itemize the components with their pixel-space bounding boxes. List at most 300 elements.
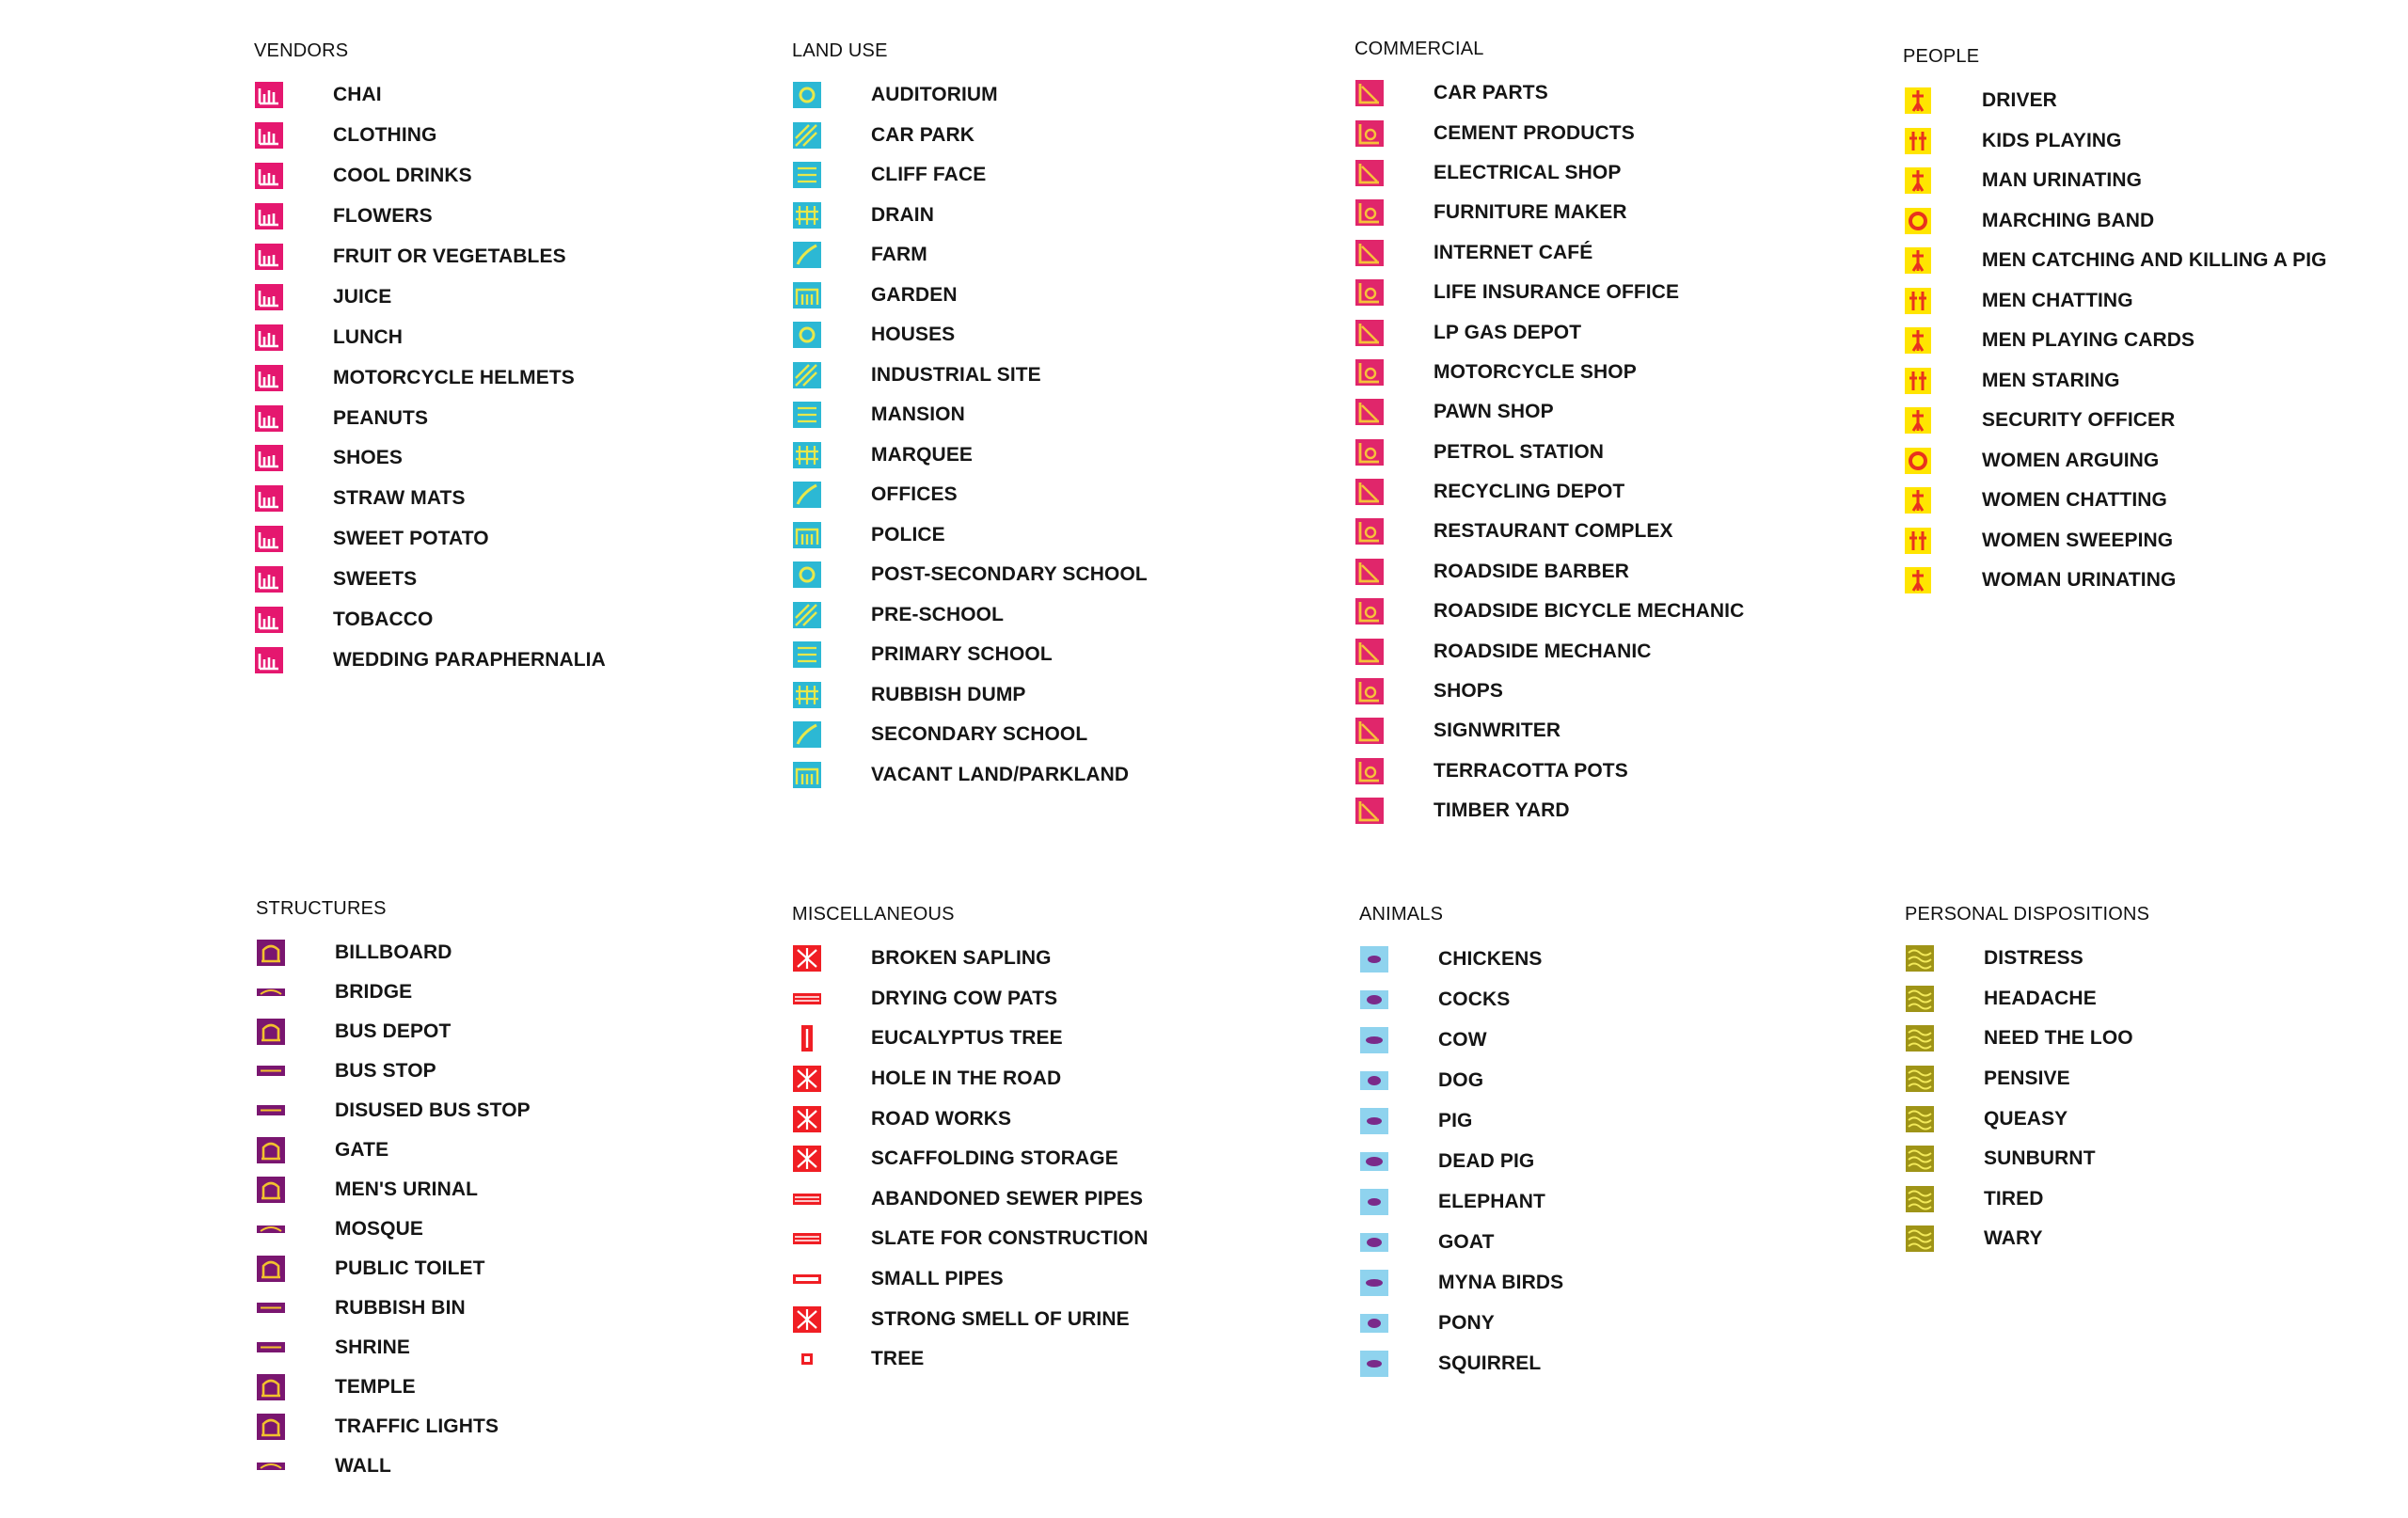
legend-item [792,1059,1149,1099]
legend-item [254,357,606,398]
legend-item [1905,1179,2149,1220]
legend-item [254,600,606,640]
legend-item-label: STRAW MATS [333,487,466,510]
legend-item-label: SUNBURNT [1984,1147,2096,1170]
commercial-symbol-icon [1354,517,1385,546]
vendors-symbol-icon [254,202,284,230]
legend-item-label: SHOPS [1434,680,1504,703]
legend-item-label: STRONG SMELL OF URINE [871,1307,1130,1330]
land-use-symbol-icon [792,81,822,109]
legend-item [1354,711,1744,751]
legend-item [1354,233,1744,273]
legend-item-label: POLICE [871,523,945,546]
miscellaneous-symbol-icon [792,944,822,972]
animals-symbol-icon [1359,1107,1389,1135]
legend-item-label: CAR PARTS [1434,82,1548,104]
legend-item [1359,1181,1563,1222]
legend-item-label: MEN CATCHING AND KILLING A PIG [1982,249,2327,272]
legend-item [792,435,1148,476]
legend-item-label: LP GAS DEPOT [1434,321,1582,343]
legend-item-label: GARDEN [871,283,958,306]
legend-item-label: RESTAURANT COMPLEX [1434,520,1673,543]
legend-item-label: PRIMARY SCHOOL [871,643,1053,666]
personal-dispositions-symbol-icon [1905,944,1935,972]
legend-item-label: ROADSIDE BICYCLE MECHANIC [1434,600,1745,623]
people-symbol-icon [1903,287,1933,315]
structures-symbol-icon [256,1294,286,1322]
legend-items [1354,73,1744,830]
legend-item-label: MEN STARING [1982,369,2120,391]
legend-item-label: DEAD PIG [1438,1149,1535,1172]
legend-item [792,1139,1149,1179]
vendors-symbol-icon [254,606,284,634]
land-use-symbol-icon [792,161,822,189]
legend-item-label: TERRACOTTA POTS [1434,759,1628,782]
legend-item-label: TEMPLE [335,1376,416,1398]
commercial-symbol-icon [1354,677,1385,705]
people-symbol-icon [1903,127,1933,155]
legend-item [792,979,1149,1020]
legend-item-label: FURNITURE MAKER [1434,201,1627,224]
commercial-symbol-icon [1354,597,1385,625]
vendors-symbol-icon [254,162,284,190]
legend-item-label: LUNCH [333,325,403,348]
legend-item [792,1019,1149,1059]
personal-dispositions-symbol-icon [1905,1065,1935,1093]
legend-item-label: RECYCLING DEPOT [1434,481,1625,503]
legend-section-structures [256,897,531,1486]
land-use-symbol-icon [792,401,822,429]
land-use-symbol-icon [792,121,822,150]
legend-item-label: TOBACCO [333,609,434,631]
legend-items [792,939,1149,1380]
legend-item-label: HEADACHE [1984,987,2097,1009]
legend-item-label: WEDDING PARAPHERNALIA [333,648,606,671]
animals-symbol-icon [1359,1067,1389,1095]
legend-item-label: NEED THE LOO [1984,1027,2133,1050]
legend-item [256,1170,531,1210]
structures-symbol-icon [256,1373,286,1401]
legend-item [254,479,606,519]
people-symbol-icon [1903,166,1933,195]
land-use-symbol-icon [792,681,822,709]
legend-item-label: VACANT LAND/PARKLAND [871,763,1130,785]
legend-item [1354,592,1744,631]
section-title: VENDORS [254,40,349,61]
commercial-symbol-icon [1354,638,1385,666]
legend-section-vendors [254,40,606,680]
miscellaneous-symbol-icon [792,1305,822,1334]
legend-item-label: LIFE INSURANCE OFFICE [1434,281,1680,304]
legend-item-label: PUBLIC TOILET [335,1257,485,1279]
section-title: ANIMALS [1359,904,1444,925]
legend-item-label: GOAT [1438,1230,1495,1253]
section-title: PEOPLE [1903,46,1980,67]
legend-item-label: CLOTHING [333,124,437,147]
miscellaneous-symbol-icon [792,1185,822,1213]
legend-item [256,1447,531,1486]
legend-item [1905,1059,2149,1099]
legend-item [256,1368,531,1407]
legend-item-label: WOMEN SWEEPING [1982,529,2174,551]
legend-item [254,560,606,600]
commercial-symbol-icon [1354,438,1385,466]
people-symbol-icon [1903,566,1933,594]
vendors-symbol-icon [254,364,284,392]
section-title: PERSONAL DISPOSITIONS [1905,904,2150,925]
legend-items [1903,81,2327,601]
structures-symbol-icon [256,1097,286,1125]
legend-item-label: JUICE [333,285,392,308]
vendors-symbol-icon [254,565,284,593]
legend-section-personal-dispositions [1905,903,2149,1259]
legend-item [792,395,1148,435]
section-title: STRUCTURES [256,898,387,919]
legend-items [792,75,1148,795]
legend-item [256,933,531,972]
legend-item [792,196,1148,236]
land-use-symbol-icon [792,281,822,309]
legend-item [254,156,606,197]
commercial-symbol-icon [1354,398,1385,426]
legend-item [1354,193,1744,232]
legend-item [1354,552,1744,592]
legend-item-label: TREE [871,1348,925,1370]
legend-item [1905,1019,2149,1059]
miscellaneous-symbol-icon [792,1024,822,1052]
legend-item [792,155,1148,196]
legend-item-label: WALL [335,1455,391,1477]
legend-item-label: MAN URINATING [1982,169,2143,192]
structures-symbol-icon [256,1176,286,1204]
legend-item [256,972,531,1012]
structures-symbol-icon [256,1057,286,1085]
legend-item-label: ELEPHANT [1438,1190,1545,1212]
legend-item [1354,791,1744,830]
animals-symbol-icon [1359,986,1389,1014]
legend-item-label: PRE-SCHOOL [871,603,1005,625]
legend-item-label: WOMEN CHATTING [1982,489,2167,512]
section-title: MISCELLANEOUS [792,904,955,925]
legend-item [792,675,1148,716]
legend-item-label: PEANUTS [333,406,429,429]
structures-symbol-icon [256,1136,286,1164]
land-use-symbol-icon [792,561,822,589]
legend-item-label: PENSIVE [1984,1067,2070,1090]
legend-item-label: MOTORCYCLE HELMETS [333,366,575,388]
legend-item-label: BILLBOARD [335,941,452,963]
legend-item [254,75,606,116]
legend-item [792,715,1148,755]
structures-symbol-icon [256,1215,286,1243]
people-symbol-icon [1903,367,1933,395]
legend-item [256,1249,531,1289]
people-symbol-icon [1903,87,1933,115]
legend-item [254,237,606,277]
legend-item [254,640,606,680]
legend-item [1354,353,1744,392]
legend-item-label: BROKEN SAPLING [871,947,1052,970]
section-title: LAND USE [792,40,888,61]
legend-item [1903,241,2327,281]
legend-item-label: SWEETS [333,568,418,591]
vendors-symbol-icon [254,404,284,433]
legend-item-label: DISTRESS [1984,947,2083,970]
legend-item [792,595,1148,636]
legend-items [1905,939,2149,1259]
miscellaneous-symbol-icon [792,1265,822,1293]
legend-item [256,1052,531,1091]
legend-item [792,1339,1149,1380]
legend-item-label: ABANDONED SEWER PIPES [871,1187,1144,1210]
legend-item [1905,1139,2149,1179]
vendors-symbol-icon [254,324,284,352]
legend-item [1354,153,1744,193]
legend-item [1903,401,2327,441]
legend-item-label: MEN CHATTING [1982,289,2133,311]
legend-item [1359,1222,1563,1262]
legend-item-label: ROADSIDE MECHANIC [1434,640,1652,662]
legend-item [1903,521,2327,561]
legend-item [1359,1262,1563,1303]
legend-item-label: POST-SECONDARY SCHOOL [871,563,1148,586]
legend-item [1359,979,1563,1020]
commercial-symbol-icon [1354,239,1385,267]
commercial-symbol-icon [1354,119,1385,148]
land-use-symbol-icon [792,201,822,229]
legend-item-label: CHAI [333,84,382,106]
legend-item [1354,73,1744,113]
vendors-symbol-icon [254,525,284,553]
miscellaneous-symbol-icon [792,1225,822,1253]
legend-item-label: COW [1438,1028,1487,1051]
legend-item [792,1259,1149,1300]
legend-item-label: ROADSIDE BARBER [1434,560,1630,582]
legend-item [792,939,1149,979]
legend-item [1903,281,2327,322]
land-use-symbol-icon [792,720,822,749]
legend-item [1903,321,2327,361]
commercial-symbol-icon [1354,198,1385,227]
land-use-symbol-icon [792,441,822,469]
legend-item-label: FRUIT OR VEGETABLES [333,245,566,267]
animals-symbol-icon [1359,1228,1389,1257]
legend-item-label: MEN'S URINAL [335,1178,479,1200]
legend-item [792,1099,1149,1139]
legend-item [1354,433,1744,472]
legend-item-label: HOUSES [871,324,956,346]
land-use-symbol-icon [792,481,822,509]
legend-item-label: ROAD WORKS [871,1107,1012,1130]
legend-item-label: PIG [1438,1109,1473,1131]
legend-item [792,276,1148,316]
structures-symbol-icon [256,1334,286,1362]
legend-item [792,1219,1149,1259]
legend-item-label: CAR PARK [871,123,975,146]
people-symbol-icon [1903,246,1933,275]
legend-item-label: KIDS PLAYING [1982,129,2122,151]
legend-item-label: HOLE IN THE ROAD [871,1067,1062,1090]
structures-symbol-icon [256,978,286,1006]
legend-item-label: CHICKENS [1438,947,1543,970]
legend-item [1354,392,1744,432]
commercial-symbol-icon [1354,717,1385,745]
legend-item [792,356,1148,396]
legend-item-label: BUS DEPOT [335,1020,452,1042]
legend-item-label: WOMEN ARGUING [1982,449,2160,471]
vendors-symbol-icon [254,444,284,472]
legend-item [1359,1060,1563,1100]
legend-item-label: FLOWERS [333,205,433,228]
legend-item-label: MOSQUE [335,1218,423,1240]
legend-item-label: SLATE FOR CONSTRUCTION [871,1227,1149,1250]
legend-item [1359,1141,1563,1181]
legend-item-label: RUBBISH BIN [335,1297,466,1319]
structures-symbol-icon [256,1018,286,1046]
miscellaneous-symbol-icon [792,1105,822,1133]
legend-item [1903,441,2327,482]
vendors-symbol-icon [254,81,284,109]
legend-section-animals [1359,903,1563,1384]
personal-dispositions-symbol-icon [1905,1225,1935,1253]
animals-symbol-icon [1359,945,1389,973]
legend-item-label: MYNA BIRDS [1438,1271,1564,1293]
legend-item [256,1131,531,1170]
legend-item-label: PONY [1438,1311,1495,1334]
animals-symbol-icon [1359,1188,1389,1216]
land-use-symbol-icon [792,321,822,349]
miscellaneous-symbol-icon [792,1145,822,1173]
legend-item-label: DRIVER [1982,89,2057,112]
legend-item [792,1179,1149,1220]
people-symbol-icon [1903,486,1933,514]
legend-item-label: FARM [871,244,927,266]
personal-dispositions-symbol-icon [1905,985,1935,1013]
legend-item-label: SECONDARY SCHOOL [871,723,1088,746]
legend-item-label: SIGNWRITER [1434,719,1561,742]
legend-item-label: INDUSTRIAL SITE [871,363,1041,386]
legend-item [254,277,606,317]
legend-section-miscellaneous [792,903,1149,1380]
legend-item-label: DOG [1438,1068,1484,1091]
miscellaneous-symbol-icon [792,985,822,1013]
legend-item-label: CEMENT PRODUCTS [1434,121,1635,144]
legend-item-label: WARY [1984,1227,2043,1250]
legend-item [792,75,1148,116]
legend-item-label: TRAFFIC LIGHTS [335,1415,499,1437]
legend-item-label: DRAIN [871,203,934,226]
legend-item [256,1012,531,1052]
legend-item-label: PETROL STATION [1434,440,1605,463]
legend-item-label: MEN PLAYING CARDS [1982,329,2195,352]
legend-item [1354,512,1744,551]
legend-item [1905,979,2149,1020]
legend-item-label: MARCHING BAND [1982,209,2155,231]
legend-item [792,755,1148,796]
commercial-symbol-icon [1354,757,1385,785]
legend-item [1903,361,2327,402]
legend-item-label: TIRED [1984,1187,2044,1210]
personal-dispositions-symbol-icon [1905,1145,1935,1173]
legend-item-label: GATE [335,1139,389,1161]
legend-item [1905,939,2149,979]
legend-item-label: QUEASY [1984,1107,2068,1130]
legend-item-label: SHOES [333,447,404,469]
legend-item [1359,1303,1563,1343]
legend-item [256,1328,531,1368]
legend-item-label: SMALL PIPES [871,1268,1004,1290]
legend-item-label: CLIFF FACE [871,164,987,186]
legend-item-label: WOMAN URINATING [1982,569,2177,592]
vendors-symbol-icon [254,121,284,150]
legend-item [254,116,606,156]
people-symbol-icon [1903,326,1933,355]
legend-item [256,1289,531,1328]
vendors-symbol-icon [254,283,284,311]
legend-item [1903,201,2327,242]
animals-symbol-icon [1359,1147,1389,1176]
legend-item-label: PAWN SHOP [1434,401,1554,423]
legend-item-label: SECURITY OFFICER [1982,409,2176,432]
people-symbol-icon [1903,207,1933,235]
legend-item-label: TIMBER YARD [1434,799,1570,822]
legend-item [1359,939,1563,979]
legend-item [254,519,606,560]
legend-item [1903,481,2327,521]
legend-section-commercial [1354,38,1744,830]
legend-item [792,475,1148,515]
commercial-symbol-icon [1354,558,1385,586]
legend-item [792,1299,1149,1339]
commercial-symbol-icon [1354,79,1385,107]
legend-item-label: SQUIRREL [1438,1352,1542,1374]
vendors-symbol-icon [254,243,284,271]
legend-items [1359,939,1563,1384]
structures-symbol-icon [256,939,286,967]
legend-item [792,315,1148,356]
legend-item [1903,161,2327,201]
legend-item-label: MARQUEE [871,443,974,466]
legend-item-label: BRIDGE [335,981,413,1003]
commercial-symbol-icon [1354,797,1385,825]
legend-section-people [1903,45,2327,601]
legend-item-label: SHRINE [335,1336,410,1358]
commercial-symbol-icon [1354,278,1385,307]
commercial-symbol-icon [1354,358,1385,387]
commercial-symbol-icon [1354,159,1385,187]
legend-item [1903,81,2327,121]
legend-item [1354,273,1744,312]
legend-item [1354,113,1744,152]
commercial-symbol-icon [1354,478,1385,506]
legend-item-label: AUDITORIUM [871,84,998,106]
legend-item [256,1407,531,1447]
land-use-symbol-icon [792,601,822,629]
legend-item [1354,631,1744,671]
legend-item [256,1091,531,1131]
legend-item-label: OFFICES [871,483,958,506]
legend-items [256,933,531,1486]
legend-item-label: SWEET POTATO [333,528,489,550]
structures-symbol-icon [256,1413,286,1441]
legend-item [792,116,1148,156]
vendors-symbol-icon [254,646,284,674]
legend-section-land-use [792,40,1148,795]
miscellaneous-symbol-icon [792,1345,822,1373]
legend-item [792,235,1148,276]
legend-item [254,317,606,357]
legend-item-label: SCAFFOLDING STORAGE [871,1147,1118,1170]
